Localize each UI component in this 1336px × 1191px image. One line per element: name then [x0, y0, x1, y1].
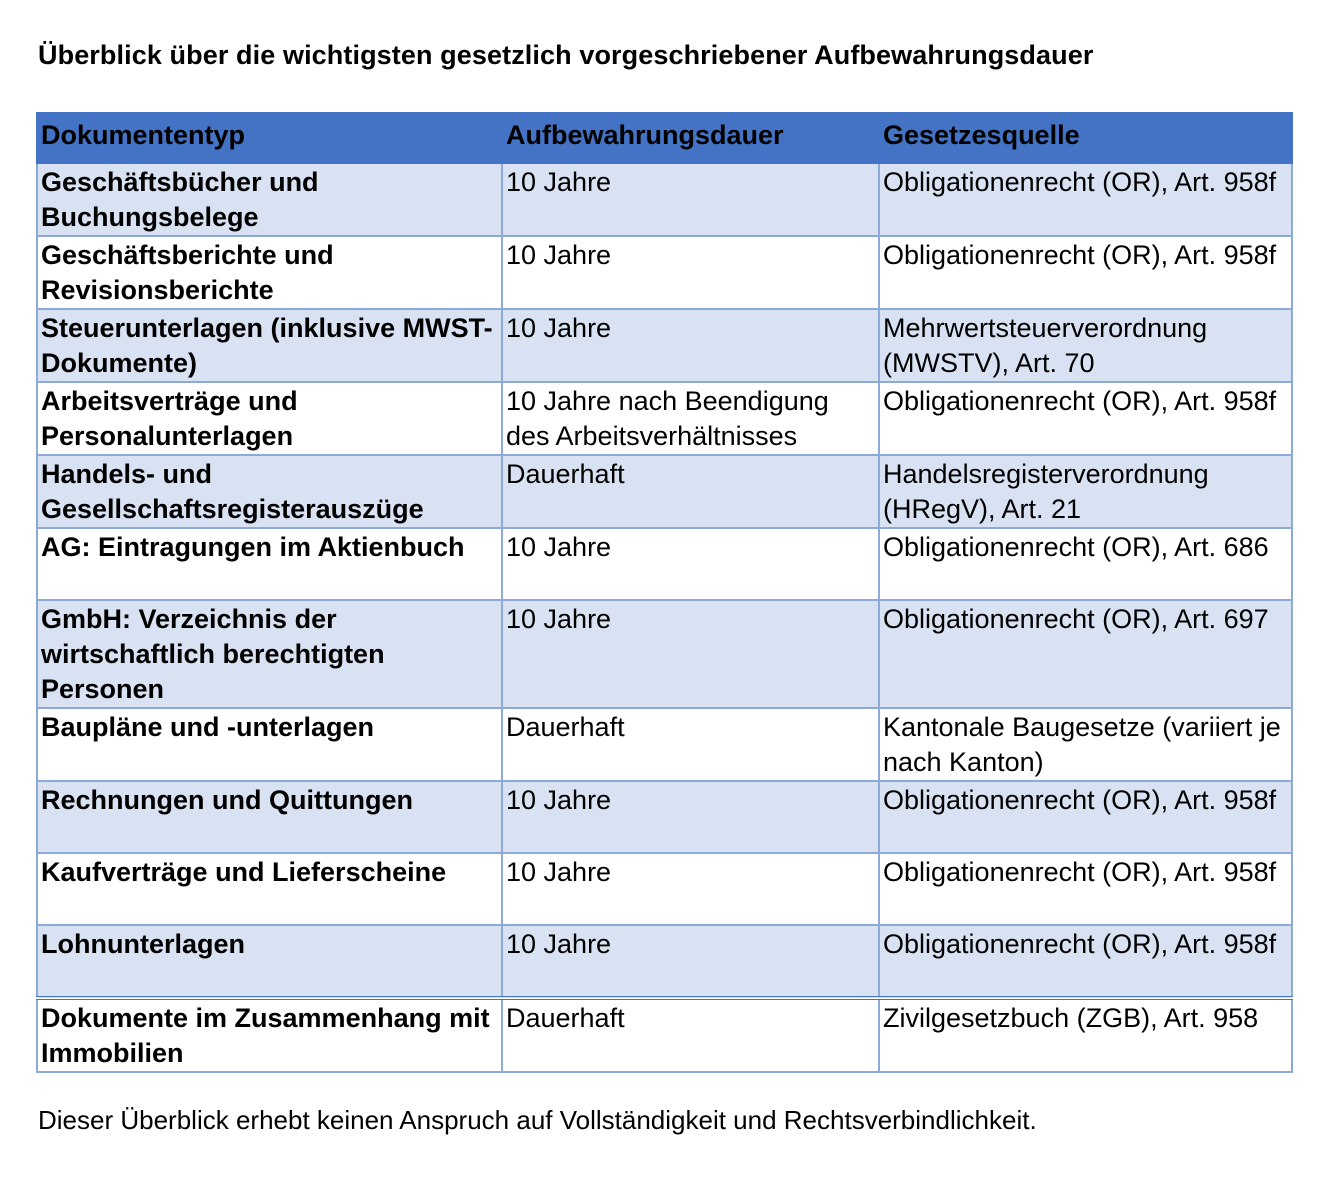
cell-legal-source: Obligationenrecht (OR), Art. 958f: [879, 163, 1292, 236]
cell-legal-source: Handelsregisterverordnung (HRegV), Art. 21: [879, 455, 1292, 528]
table-row: [37, 455, 1292, 528]
table-row: [37, 236, 1292, 309]
cell-document-type: Lohnunterlagen: [37, 925, 502, 998]
cell-document-type: Steuerunterlagen (inklusive MWST-Dokumente): [37, 309, 502, 382]
cell-legal-source: Obligationenrecht (OR), Art. 697: [879, 600, 1292, 708]
cell-duration: 10 Jahre: [502, 600, 879, 708]
cell-duration: 10 Jahre: [502, 925, 879, 998]
cell-legal-source: Kantonale Baugesetze (variiert je nach Kanton): [879, 708, 1292, 781]
disclaimer-text: Dieser Überblick erhebt keinen Anspruch auf Vollständigkeit und Rechtsverbindlichkeit.: [38, 1105, 1037, 1135]
cell-legal-source: Obligationenrecht (OR), Art. 686: [879, 528, 1292, 600]
cell-document-type: Dokumente im Zusammenhang mit Immobilien: [37, 998, 502, 1072]
table-row: [37, 853, 1292, 925]
cell-document-type: Rechnungen und Quittungen: [37, 781, 502, 853]
table-row: [37, 925, 1292, 998]
cell-legal-source: Mehrwertsteuerverordnung (MWSTV), Art. 70: [879, 309, 1292, 382]
table-header-row: [37, 113, 1292, 163]
cell-duration: Dauerhaft: [502, 455, 879, 528]
cell-document-type: Baupläne und -unterlagen: [37, 708, 502, 781]
cell-duration: 10 Jahre: [502, 163, 879, 236]
column-header-gesetzesquelle: Gesetzesquelle: [879, 113, 1292, 163]
cell-legal-source: Zivilgesetzbuch (ZGB), Art. 958: [879, 998, 1292, 1072]
table-row: [37, 781, 1292, 853]
cell-duration: 10 Jahre: [502, 781, 879, 853]
cell-document-type: GmbH: Verzeichnis der wirtschaftlich berechtigten Personen: [37, 600, 502, 708]
cell-document-type: Geschäftsberichte und Revisionsberichte: [37, 236, 502, 309]
table-row: [37, 382, 1292, 455]
cell-document-type: Kaufverträge und Lieferscheine: [37, 853, 502, 925]
cell-duration: 10 Jahre: [502, 309, 879, 382]
retention-table: [36, 112, 1293, 1073]
cell-duration: 10 Jahre: [502, 236, 879, 309]
table-row: [37, 708, 1292, 781]
column-header-dokumententyp: Dokumententyp: [37, 113, 502, 163]
table-row: [37, 163, 1292, 236]
table-row: [37, 309, 1292, 382]
cell-duration: 10 Jahre nach Beendigung des Arbeitsverhältnisses: [502, 382, 879, 455]
cell-duration: 10 Jahre: [502, 853, 879, 925]
page-title: Überblick über die wichtigsten gesetzlich vorgeschriebener Aufbewahrungsdauer: [38, 40, 1094, 70]
cell-legal-source: Obligationenrecht (OR), Art. 958f: [879, 236, 1292, 309]
cell-document-type: Geschäftsbücher und Buchungsbelege: [37, 163, 502, 236]
cell-legal-source: Obligationenrecht (OR), Art. 958f: [879, 853, 1292, 925]
cell-document-type: Handels- und Gesellschaftsregisterauszüge: [37, 455, 502, 528]
cell-legal-source: Obligationenrecht (OR), Art. 958f: [879, 781, 1292, 853]
table-row: [37, 998, 1292, 1072]
cell-document-type: AG: Eintragungen im Aktienbuch: [37, 528, 502, 600]
table-row: [37, 600, 1292, 708]
cell-duration: Dauerhaft: [502, 708, 879, 781]
column-header-aufbewahrungsdauer: Aufbewahrungsdauer: [502, 113, 879, 163]
table-row: [37, 528, 1292, 600]
cell-document-type: Arbeitsverträge und Personalunterlagen: [37, 382, 502, 455]
cell-legal-source: Obligationenrecht (OR), Art. 958f: [879, 925, 1292, 998]
cell-duration: Dauerhaft: [502, 998, 879, 1072]
cell-legal-source: Obligationenrecht (OR), Art. 958f: [879, 382, 1292, 455]
cell-duration: 10 Jahre: [502, 528, 879, 600]
